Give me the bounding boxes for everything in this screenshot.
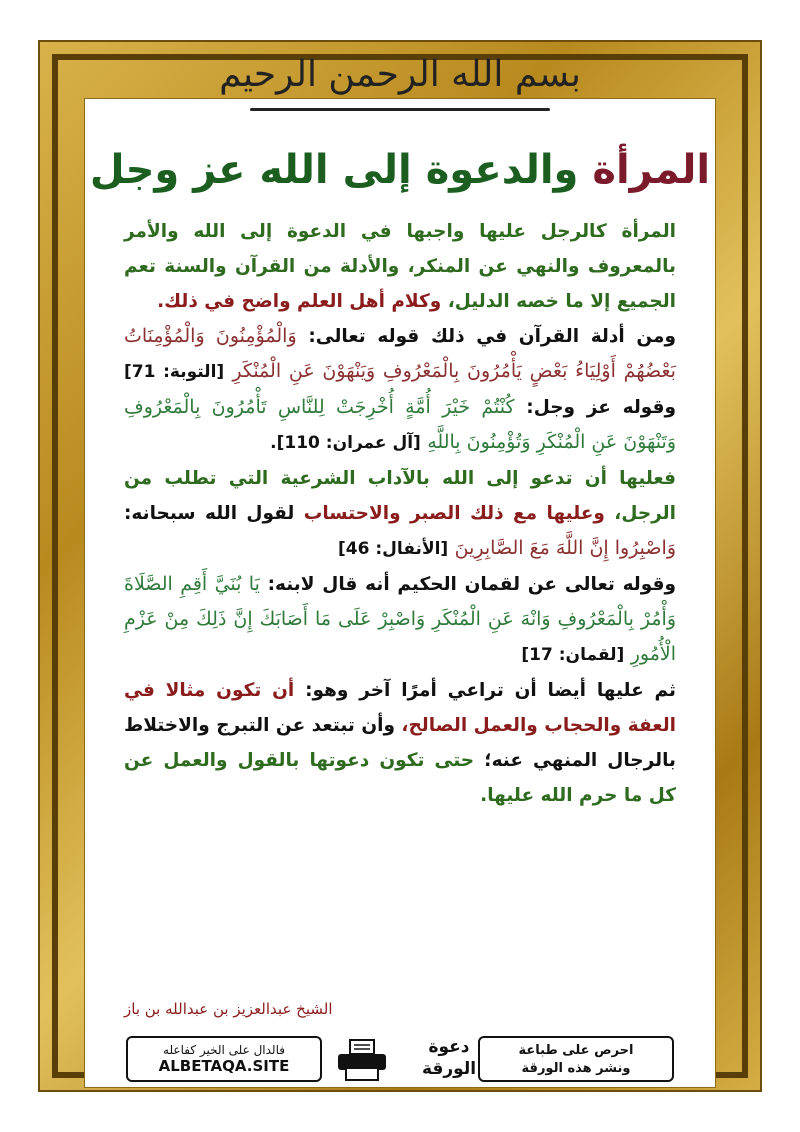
p4-verse: يَا بُنَيَّ أَقِمِ الصَّلَاةَ وَأْمُرْ بِالْمَعْرُوفِ وَانْهَ عَنِ الْمُنْكَرِ وَاصْبِرْ عَلَى مَا أَصَابَكَ إِنَّ ذَلِكَ مِنْ عَزْمِ الْأُمُورِ (124, 573, 676, 665)
footer-print-line-1: احرص على طباعة (518, 1043, 634, 1058)
paragraph-5 (124, 673, 676, 813)
article-body (124, 214, 676, 1004)
paragraph-1 (124, 214, 676, 319)
footer-proverb: فالدال على الخير كفاعله (163, 1043, 285, 1057)
p2-intro: ومن أدلة القرآن في ذلك قوله تعالى: (308, 326, 676, 347)
p4-ref: [لقمان: 17] (521, 645, 625, 665)
logo-line-2: الورقة (421, 1059, 477, 1079)
printer-icon (332, 1038, 392, 1082)
p3-text-c: لقول الله سبحانه: (124, 503, 295, 524)
p5-text-d: حتى تكون دعوتها بالقول والعمل عن كل ما حرم الله عليها. (124, 750, 676, 806)
p4-intro: وقوله تعالى عن لقمان الحكيم أنه قال لابنه: (267, 574, 676, 595)
footer-print-line-2: ونشر هذه الورقة (521, 1061, 631, 1076)
page-title (84, 140, 716, 200)
logo-dawat-alwaraqa (414, 1036, 484, 1082)
paragraph-2 (124, 319, 676, 461)
title-part1: المرأة (592, 147, 711, 193)
paragraph-3 (124, 461, 676, 567)
p3-verse: وَاصْبِرُوا إِنَّ اللَّهَ مَعَ الصَّابِرِينَ (454, 537, 676, 559)
p2-intro-2: وقوله عز وجل: (526, 397, 676, 418)
p1-text-a: المرأة كالرجل عليها واجبها في الدعوة إلى الله والأمر بالمعروف والنهي عن المنكر، والأدلة من القرآن والسنة تعم الجميع إلا ما خصه الدليل، (124, 221, 676, 312)
p5-text-a: ثم عليها أيضا أن تراعي أمرًا آخر وهو: (305, 680, 677, 701)
p2-verse-2: كُنْتُمْ خَيْرَ أُمَّةٍ أُخْرِجَتْ لِلنَّاسِ تَأْمُرُونَ بِالْمَعْرُوفِ وَتَنْهَوْنَ عَنِ الْمُنْكَرِ وَتُؤْمِنُونَ بِاللَّهِ (124, 396, 676, 453)
footer-site-box (126, 1036, 322, 1082)
p1-text-b: وكلام أهل العلم واضح في ذلك. (157, 291, 442, 312)
basmala-underline (250, 108, 550, 111)
p3-ref: [الأنفال: 46] (338, 539, 449, 559)
p2-ref-2: [آل عمران: 110]. (270, 433, 421, 453)
basmala-calligraphy: بسم الله الرحمن الرحيم (219, 54, 581, 95)
p5-text-b: أن تكون مثالا في العفة والحجاب والعمل الصالح، (124, 680, 676, 736)
p3-text-a: فعليها أن تدعو إلى الله بالآداب الشرعية التي تطلب من الرجل، (124, 468, 676, 524)
logo-line-1: دعوة (428, 1037, 470, 1057)
footer-print-box (478, 1036, 674, 1082)
author-name: الشيخ عبدالعزيز بن عبدالله بن باز (124, 1000, 333, 1018)
paragraph-4 (124, 567, 676, 673)
p5-text-c: وأن تبتعد عن التبرج والاختلاط بالرجال المنهي عنه؛ (124, 715, 676, 771)
footer-site-link[interactable]: ALBETAQA.SITE (158, 1057, 290, 1075)
title-part2: والدعوة إلى الله عز وجل (89, 147, 579, 193)
footer-bar (126, 1036, 674, 1084)
p3-text-b: وعليها مع ذلك الصبر والاحتساب (303, 503, 605, 524)
p2-ref-1: [التوبة: 71] (124, 362, 225, 382)
p2-verse-1: وَالْمُؤْمِنُونَ وَالْمُؤْمِنَاتُ بَعْضُهُمْ أَوْلِيَاءُ بَعْضٍ يَأْمُرُونَ بِالْمَعْرُوفِ وَيَنْهَوْنَ عَنِ الْمُنْكَرِ (124, 325, 676, 382)
